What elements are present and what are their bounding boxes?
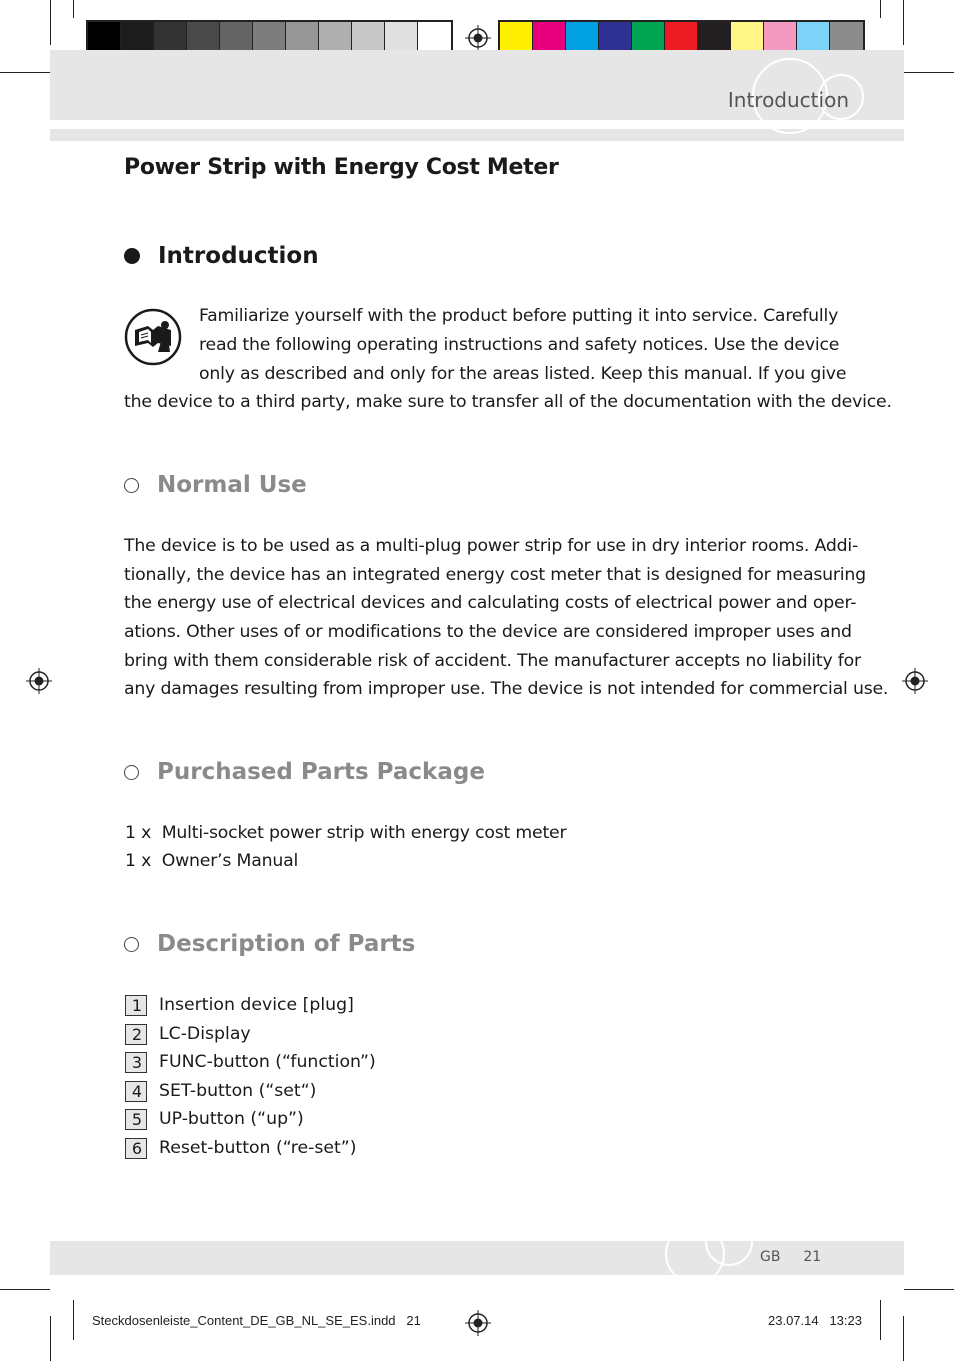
- crop-mark: [73, 0, 74, 18]
- normal-use-line: tionally, the device has an integrated energy cost meter that is designed for measuring: [124, 565, 866, 585]
- section-heading-introduction: [124, 243, 319, 269]
- decorative-circle: [705, 1218, 753, 1266]
- crop-mark: [903, 0, 904, 45]
- part-label: Insertion device [plug]: [159, 995, 354, 1015]
- intro-line: the device to a third party, make sure to transfer all of the documentation with the device.: [124, 392, 892, 412]
- section-heading-label: Introduction: [158, 243, 319, 269]
- intro-line: Familiarize yourself with the product before putting it into service. Carefully: [199, 306, 839, 326]
- crop-mark: [904, 72, 954, 73]
- section-heading-parts: [124, 931, 415, 957]
- part-label: LC-Display: [159, 1024, 251, 1044]
- crop-mark: [880, 0, 881, 18]
- part-number-box: 1: [125, 995, 147, 1016]
- registration-mark-icon: [465, 1310, 491, 1336]
- part-label: Reset-button (“re-set”): [159, 1138, 357, 1158]
- section-heading-label: Normal Use: [157, 472, 307, 498]
- read-manual-icon: [124, 308, 182, 366]
- section-heading-package: [124, 759, 485, 785]
- hollow-bullet-icon: [124, 478, 139, 493]
- crop-mark: [50, 1316, 51, 1361]
- header-section-title: Introduction: [727, 88, 849, 112]
- document-title: Power Strip with Energy Cost Meter: [124, 155, 559, 180]
- filled-bullet-icon: [124, 248, 140, 264]
- parts-list-item: [125, 1022, 251, 1046]
- registration-mark-icon: [465, 25, 491, 51]
- part-label: FUNC-button (“function”): [159, 1052, 376, 1072]
- print-slug-file: Steckdosenleiste_Content_DE_GB_NL_SE_ES.indd 21: [92, 1313, 421, 1328]
- footer-language: GB: [760, 1249, 781, 1265]
- section-heading-label: Purchased Parts Package: [157, 759, 485, 785]
- normal-use-line: The device is to be used as a multi-plug power strip for use in dry interior rooms. Addi-: [124, 536, 858, 556]
- crop-mark: [880, 1300, 881, 1340]
- intro-line: read the following operating instructions and safety notices. Use the device: [199, 335, 840, 355]
- crop-mark: [0, 72, 50, 73]
- normal-use-line: ations. Other uses of or modifications to the device are considered improper uses and: [124, 622, 852, 642]
- registration-mark-icon: [26, 668, 52, 694]
- part-number-box: 3: [125, 1052, 147, 1073]
- hollow-bullet-icon: [124, 765, 139, 780]
- parts-list-item: [125, 1050, 376, 1074]
- intro-line: only as described and only for the areas listed. Keep this manual. If you give: [199, 364, 847, 384]
- normal-use-line: bring with them considerable risk of accident. The manufacturer accepts no liability for: [124, 651, 861, 671]
- part-number-box: 6: [125, 1138, 147, 1159]
- crop-mark: [904, 1289, 954, 1290]
- section-heading-label: Description of Parts: [157, 931, 416, 957]
- part-number-box: 2: [125, 1024, 147, 1045]
- section-heading-normal-use: [124, 472, 307, 498]
- parts-list-item: [125, 1079, 316, 1103]
- hollow-bullet-icon: [124, 937, 139, 952]
- registration-mark-icon: [902, 668, 928, 694]
- package-item: 1 x Multi-socket power strip with energy cost meter: [125, 823, 567, 843]
- crop-mark: [73, 1300, 74, 1340]
- parts-list-item: [125, 1107, 304, 1131]
- parts-list-item: [125, 1136, 356, 1160]
- crop-mark: [903, 1316, 904, 1361]
- footer-page: 21: [803, 1249, 822, 1265]
- part-number-box: 4: [125, 1081, 147, 1102]
- part-label: UP-button (“up”): [159, 1109, 304, 1129]
- normal-use-line: the energy use of electrical devices and calculating costs of electrical power and oper-: [124, 593, 857, 613]
- part-number-box: 5: [125, 1109, 147, 1130]
- normal-use-line: any damages resulting from improper use. The device is not intended for commercial use.: [124, 679, 889, 699]
- print-slug-date: 23.07.14 13:23: [768, 1313, 862, 1328]
- part-label: SET-button (“set“): [159, 1081, 317, 1101]
- parts-list-item: [125, 993, 354, 1017]
- package-item: 1 x Owner’s Manual: [125, 851, 299, 871]
- crop-mark: [0, 1289, 50, 1290]
- crop-mark: [50, 0, 51, 45]
- footer-page-number: [760, 1249, 821, 1265]
